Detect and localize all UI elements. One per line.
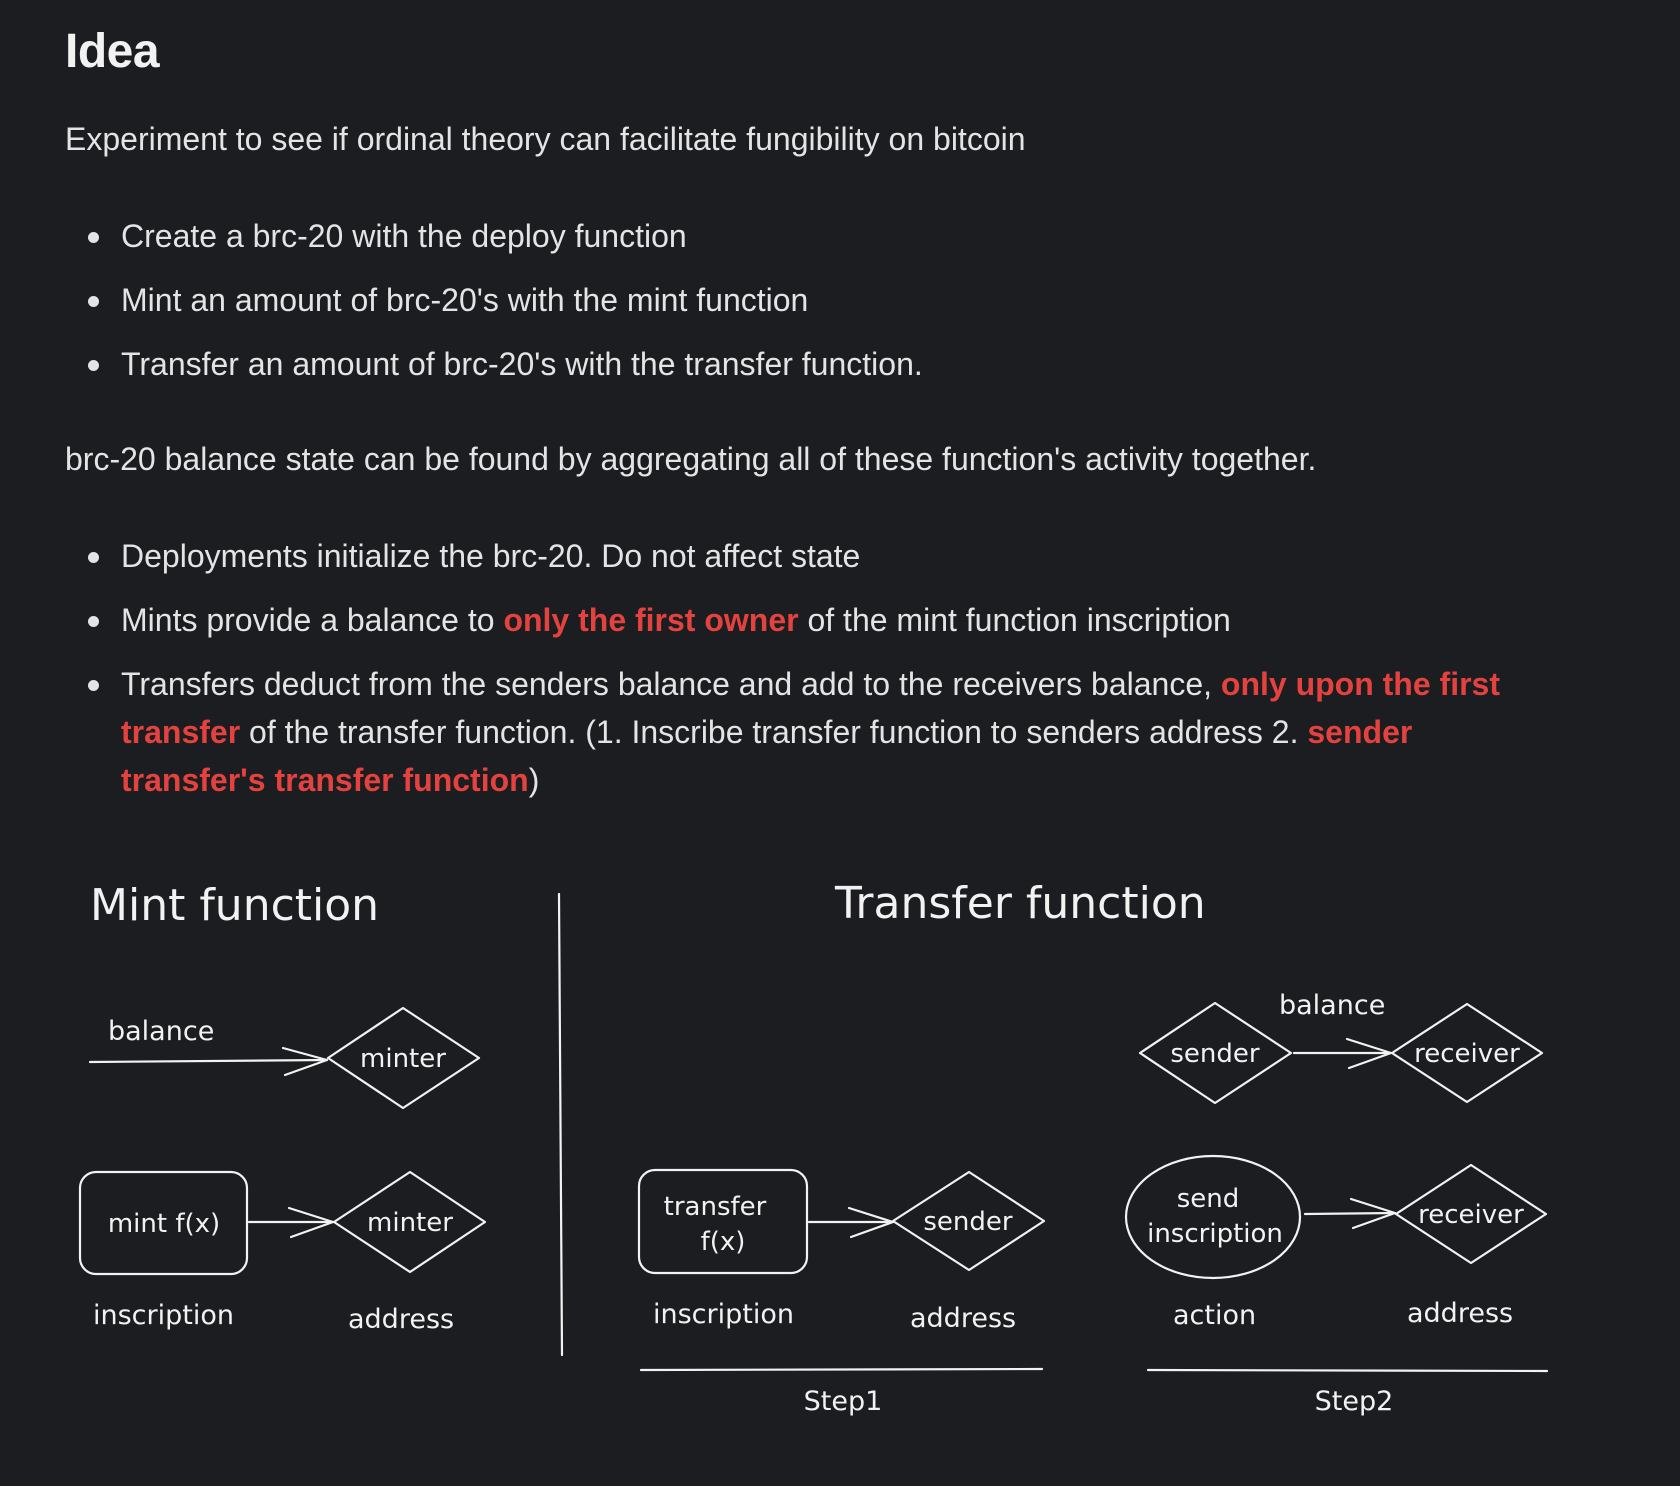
sender-label: sender	[923, 1207, 1013, 1237]
mint-function-title: Mint function	[90, 880, 380, 931]
page-title: Idea	[65, 25, 160, 78]
step1-underline	[641, 1369, 1042, 1370]
text: )	[528, 762, 540, 798]
list-item: Create a brc-20 with the deploy function	[65, 212, 1545, 260]
transfer-function-title: Transfer function	[835, 878, 1206, 929]
ellipse-line2: inscription	[1147, 1219, 1283, 1249]
brc20-diagram	[65, 870, 1625, 1430]
text: of the transfer function. (1. Inscribe transfer function to senders address 2.	[240, 714, 1308, 750]
ellipse-line1: send	[1176, 1184, 1240, 1214]
receiver-bottom-label: receiver	[1418, 1200, 1524, 1230]
step1-inscription-label: inscription	[653, 1299, 794, 1330]
highlight-text: only the first owner	[503, 602, 799, 638]
text: of the mint function inscription	[798, 602, 1231, 638]
highlight-text: sender transfer's transfer function	[121, 714, 1413, 798]
text: Mints provide a balance to	[121, 602, 504, 638]
step2-balance-label: balance	[1279, 990, 1386, 1021]
step2-address-label: address	[1407, 1298, 1514, 1329]
send-inscription-ellipse	[1126, 1156, 1300, 1278]
minter-bottom-label: minter	[367, 1208, 453, 1238]
rules-list	[65, 532, 1545, 820]
step2-sender-label: sender	[1170, 1039, 1260, 1069]
highlight-text: only upon the first transfer	[121, 666, 1500, 750]
mint-inscription-label: inscription	[93, 1300, 234, 1331]
step2-label: Step2	[1314, 1386, 1394, 1417]
step1-label: Step1	[803, 1386, 883, 1417]
receiver-top-label: receiver	[1414, 1039, 1520, 1069]
summary-paragraph: brc-20 balance state can be found by aggregating all of these function's activity together.	[65, 441, 1317, 477]
divider-line	[559, 894, 562, 1355]
list-item: Transfer an amount of brc-20's with the transfer function.	[65, 340, 1545, 388]
mint-fx-label: mint f(x)	[107, 1209, 221, 1239]
step1-address-label: address	[910, 1303, 1017, 1334]
list-item-deploy: Deployments initialize the brc-20. Do not affect state	[65, 532, 1545, 580]
text: Transfers deduct from the senders balance and add to the receivers balance,	[121, 666, 1221, 702]
transfer-box-line2: f(x)	[700, 1227, 746, 1257]
arrowhead	[283, 1048, 327, 1075]
minter-top-label: minter	[360, 1044, 446, 1074]
transfer-box-line1: transfer	[663, 1192, 767, 1222]
list-item-transfer	[65, 660, 1545, 804]
mint-address-label: address	[348, 1304, 455, 1335]
action-label: action	[1173, 1300, 1257, 1331]
functions-list	[65, 212, 1545, 404]
mint-balance-arrow	[90, 1060, 327, 1062]
intro-paragraph: Experiment to see if ordinal theory can facilitate fungibility on bitcoin	[65, 121, 1026, 157]
mint-balance-label: balance	[108, 1016, 215, 1047]
list-item-mint	[65, 596, 1545, 644]
list-item: Mint an amount of brc-20's with the mint function	[65, 276, 1545, 324]
step2-arrow	[1305, 1213, 1395, 1214]
step2-underline	[1148, 1370, 1547, 1371]
